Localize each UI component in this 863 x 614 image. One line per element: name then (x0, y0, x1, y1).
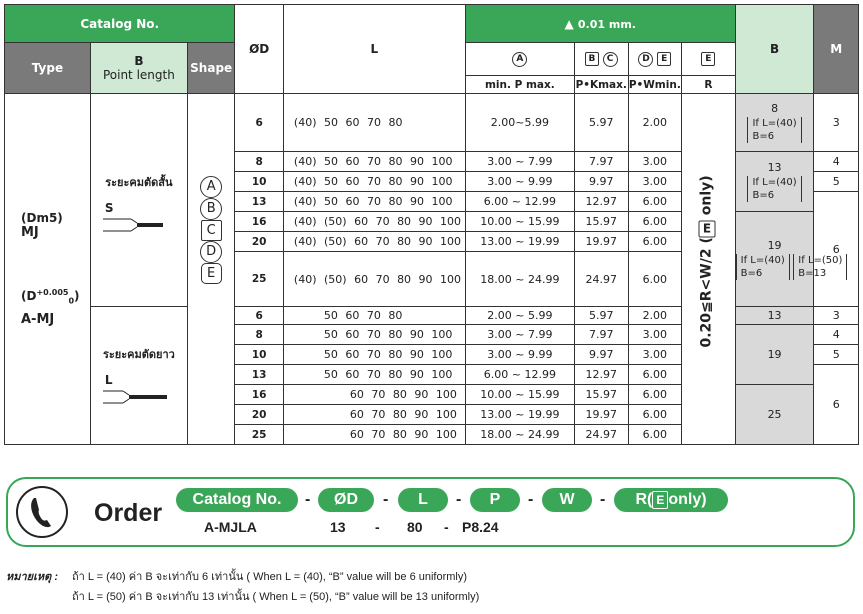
shape-c: C (201, 220, 222, 241)
pwmin-header: P•Wmin. (628, 76, 682, 94)
shape-a: A (200, 176, 222, 198)
dash-3: - (456, 491, 462, 508)
od-short-1: 8 (235, 152, 284, 172)
short-point-cell: ระยะคมตัดสั้น S (90, 94, 187, 307)
r-vertical-cell (682, 94, 736, 445)
shape-header: Shape (187, 43, 235, 94)
od-short-5: 20 (235, 232, 284, 252)
k-long-5: 19.97 (574, 405, 628, 425)
long-point-cell: ระยะคมตัดยาว L (90, 307, 187, 445)
min-p-max-header: min. P max. (465, 76, 574, 94)
od-long-0: 6 (235, 307, 284, 325)
p-long-4: 10.00 ~ 15.99 (465, 385, 574, 405)
type-header: Type (5, 43, 91, 94)
w-short-1: 3.00 (628, 152, 682, 172)
m-cell-6: 6 (814, 192, 859, 307)
od-long-6: 25 (235, 425, 284, 445)
catalog-no-header: Catalog No. (5, 5, 235, 43)
k-short-1: 7.97 (574, 152, 628, 172)
p-long-6: 18.00 ~ 24.99 (465, 425, 574, 445)
m-header: M (814, 5, 859, 94)
l-short-6: (40) (50) 60 70 80 90 100 (283, 252, 465, 307)
k-long-1: 7.97 (574, 325, 628, 345)
bc-col-header: B C (574, 43, 628, 76)
od-long-2: 10 (235, 345, 284, 365)
b-cell-19-long: 19 (735, 325, 814, 385)
short-tool-icon (101, 215, 171, 235)
od-long-3: 13 (235, 365, 284, 385)
w-long-3: 6.00 (628, 365, 682, 385)
l-long-0: 50 60 70 80 (283, 307, 465, 325)
m-cell-4-long: 4 (814, 325, 859, 345)
w-short-0: 2.00 (628, 94, 682, 152)
pill-catalog-no: Catalog No. (176, 488, 298, 512)
l-short-5: (40) (50) 60 70 80 90 100 (283, 232, 465, 252)
m-cell-5: 5 (814, 172, 859, 192)
od-long-4: 16 (235, 385, 284, 405)
p-long-1: 3.00 ~ 7.99 (465, 325, 574, 345)
p-short-6: 18.00 ~ 24.99 (465, 252, 574, 307)
up-arrow-icon: ▲ (564, 16, 574, 31)
w-short-4: 6.00 (628, 212, 682, 232)
l-long-3: 50 60 70 80 90 100 (283, 365, 465, 385)
p-short-2: 3.00 ~ 9.99 (465, 172, 574, 192)
pkmax-header: P•Kmax. (574, 76, 628, 94)
de-col-header: D E (628, 43, 682, 76)
k-long-2: 9.97 (574, 345, 628, 365)
l-short-1: (40) 50 60 70 80 90 100 (283, 152, 465, 172)
shape-d: D (200, 241, 222, 263)
pill-l: L (398, 488, 448, 512)
l-long-4: 60 70 80 90 100 (283, 385, 465, 405)
od-short-4: 16 (235, 212, 284, 232)
a-col-header: A (465, 43, 574, 76)
m-cell-3-long: 3 (814, 307, 859, 325)
p-short-3: 6.00 ~ 12.99 (465, 192, 574, 212)
k-long-0: 5.97 (574, 307, 628, 325)
d-tolerance: $(D^{+0.005}_0)$ (21, 288, 80, 306)
od-long-5: 20 (235, 405, 284, 425)
l-short-3: (40) 50 60 70 80 90 100 (283, 192, 465, 212)
od-header: ØD (235, 5, 284, 94)
example-l: 80 (407, 519, 423, 535)
b-cell-13-long: 13 (735, 307, 814, 325)
p-short-5: 13.00 ~ 19.99 (465, 232, 574, 252)
m-cell-6-long: 6 (814, 365, 859, 445)
l-long-2: 50 60 70 80 90 100 (283, 345, 465, 365)
l-long-1: 50 60 70 80 90 100 (283, 325, 465, 345)
shape-cell (187, 94, 235, 445)
k-short-2: 9.97 (574, 172, 628, 192)
type-cell: (Dm5) MJ $(D^{+0.005}_0)$ A-MJ (5, 94, 91, 445)
w-long-4: 6.00 (628, 385, 682, 405)
od-short-0: 6 (235, 94, 284, 152)
dash-5: - (600, 491, 606, 508)
w-short-2: 3.00 (628, 172, 682, 192)
p-long-5: 13.00 ~ 19.99 (465, 405, 574, 425)
dash-4: - (528, 491, 534, 508)
l-header: L (283, 5, 465, 94)
order-box (6, 477, 855, 547)
p-long-0: 2.00 ~ 5.99 (465, 307, 574, 325)
k-short-4: 15.97 (574, 212, 628, 232)
k-long-6: 24.97 (574, 425, 628, 445)
w-long-2: 3.00 (628, 345, 682, 365)
r-range-label: 0.20≦R<W/2 (E only) (698, 175, 715, 348)
l-short-2: (40) 50 60 70 80 90 100 (283, 172, 465, 192)
w-short-6: 6.00 (628, 252, 682, 307)
dash-1: - (305, 491, 311, 508)
shape-e: E (201, 263, 222, 284)
note-line-1: ถ้า L = (40) ค่า B จะเท่ากับ 6 เท่านั้น ( When L = (40), “B” value will be 6 uniformly) (72, 571, 468, 583)
dash-2: - (383, 491, 389, 508)
l-short-4: (40) (50) 60 70 80 90 100 (283, 212, 465, 232)
w-long-6: 6.00 (628, 425, 682, 445)
m-cell-4: 4 (814, 152, 859, 172)
r-header: R (682, 76, 736, 94)
k-long-4: 15.97 (574, 385, 628, 405)
order-title: Order (94, 499, 163, 527)
pill-w: W (542, 488, 592, 512)
pill-r: R( E only) (614, 488, 728, 512)
k-short-3: 12.97 (574, 192, 628, 212)
spec-table (4, 4, 859, 445)
l-long-6: 60 70 80 90 100 (283, 425, 465, 445)
note-line-2: ถ้า L = (50) ค่า B จะเท่ากับ 13 เท่านั้น ( When L = (50), “B” value will be 13 uniformly) (72, 591, 480, 603)
notes-label: หมายเหตุ : (6, 571, 58, 583)
example-p: P8.24 (462, 519, 499, 535)
w-long-5: 6.00 (628, 405, 682, 425)
l-long-5: 60 70 80 90 100 (283, 405, 465, 425)
b-cell-8: 8 If L=(40) B=6 (735, 94, 814, 152)
shape-b: B (200, 198, 222, 220)
example-dash-2: - (444, 519, 449, 535)
long-tool-icon (101, 387, 171, 407)
w-long-1: 3.00 (628, 325, 682, 345)
pill-p: P (470, 488, 520, 512)
k-short-0: 5.97 (574, 94, 628, 152)
od-long-1: 8 (235, 325, 284, 345)
example-dash-1: - (375, 519, 380, 535)
m-cell-5-long: 5 (814, 345, 859, 365)
w-long-0: 2.00 (628, 307, 682, 325)
k-long-3: 12.97 (574, 365, 628, 385)
od-short-2: 10 (235, 172, 284, 192)
p-short-1: 3.00 ~ 7.99 (465, 152, 574, 172)
example-od: 13 (330, 519, 346, 535)
od-short-3: 13 (235, 192, 284, 212)
p-long-3: 6.00 ~ 12.99 (465, 365, 574, 385)
b-cell-25-long: 25 (735, 385, 814, 445)
example-catalog: A-MJLA (204, 519, 257, 535)
tolerance-header: ▲ 0.01 mm. (465, 5, 735, 43)
phone-icon (16, 486, 68, 538)
w-short-3: 6.00 (628, 192, 682, 212)
p-long-2: 3.00 ~ 9.99 (465, 345, 574, 365)
k-short-6: 24.97 (574, 252, 628, 307)
p-short-0: 2.00~5.99 (465, 94, 574, 152)
k-short-5: 19.97 (574, 232, 628, 252)
pill-od: ØD (318, 488, 374, 512)
b-header: B (735, 5, 814, 94)
p-short-4: 10.00 ~ 15.99 (465, 212, 574, 232)
w-short-5: 6.00 (628, 232, 682, 252)
od-short-6: 25 (235, 252, 284, 307)
e-col-header: E (682, 43, 736, 76)
l-short-0: (40) 50 60 70 80 (283, 94, 465, 152)
b-cell-19: 19 If L=(40) B=6 If L=(50) B=13 (735, 212, 814, 307)
point-length-header: B Point length (90, 43, 187, 94)
m-cell-3: 3 (814, 94, 859, 152)
b-cell-13: 13 If L=(40) B=6 (735, 152, 814, 212)
